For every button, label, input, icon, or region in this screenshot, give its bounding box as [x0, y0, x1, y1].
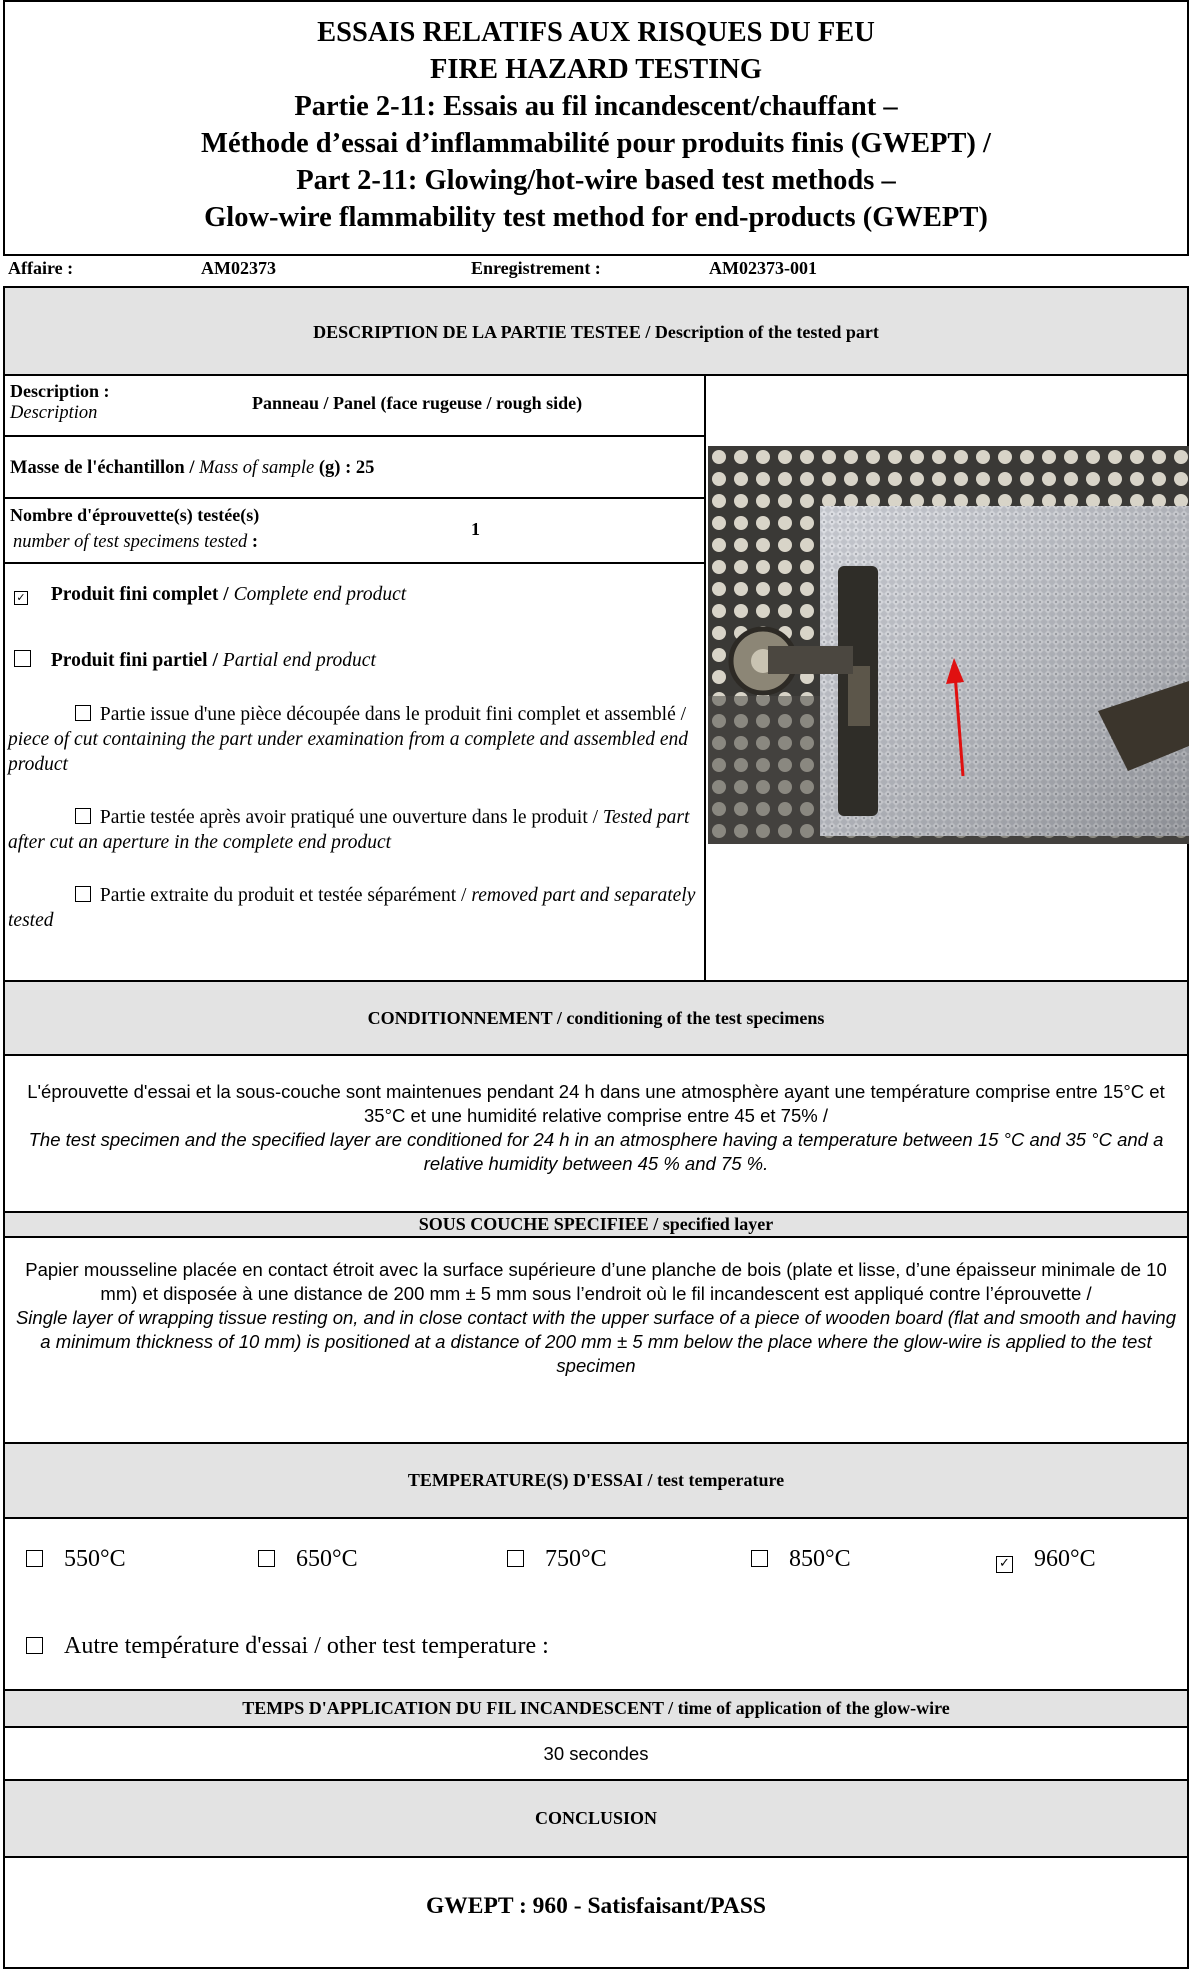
affaire-row	[8, 258, 1188, 286]
title-line-2: FIRE HAZARD TESTING	[429, 54, 763, 85]
description-value: Panneau / Panel (face rugeuse / rough side)	[252, 393, 583, 413]
temperature-options	[3, 1519, 1189, 1691]
temp-option-960[interactable]: ✓ 960°C	[996, 1546, 1096, 1573]
enregistrement-label: Enregistrement :	[471, 258, 601, 278]
temp-960-checkbox[interactable]: ✓	[996, 1556, 1013, 1573]
affaire-label: Affaire :	[8, 258, 74, 278]
description-label-en: Description	[10, 403, 98, 423]
mass-label-en: Mass of sample	[199, 458, 315, 478]
temp-option-650[interactable]: 650°C	[258, 1546, 358, 1573]
specimen-count-row	[3, 499, 706, 564]
enregistrement-value: AM02373-001	[709, 258, 817, 278]
temp-other-checkbox[interactable]	[26, 1637, 43, 1654]
application-header: TEMPS D'APPLICATION DU FIL INCANDESCENT / time of application of the glow-wire	[3, 1691, 1189, 1728]
description-row	[3, 375, 706, 437]
temp-850-checkbox[interactable]	[751, 1550, 768, 1567]
option-partial: Produit fini partiel / Partial end product	[14, 650, 376, 672]
title-line-3: Partie 2-11: Essais au fil incandescent/chauffant –	[294, 91, 898, 122]
test-specimen-photo	[708, 446, 1189, 844]
layer-text: Papier mousseline placée en contact étroit avec la surface supérieure d’une planche de bois (plate et lisse, d’une épaisseur minimale de 10 mm) et disposée à une distance de 200 mm ± 5 mm sous l’endroit où le fil incandescent est appliqué contre l’éprouvette / Single layer of wrapping tissue resting on, and in close contact with the upper surface of a piece of wooden board (flat and smooth and having a minimum thickness of 10 mm) is positioned at a distance of 200 mm ± 5 mm below the place where the glow-wire is applied to the test specimen	[3, 1238, 1189, 1444]
partial-checkbox[interactable]	[14, 650, 31, 667]
conditioning-header: CONDITIONNEMENT / conditioning of the test specimens	[3, 982, 1189, 1056]
count-label-en: number of test specimens tested :	[13, 532, 259, 552]
temp-option-750[interactable]: 750°C	[507, 1546, 607, 1573]
sub-option-2-checkbox[interactable]	[75, 808, 91, 824]
temp-650-checkbox[interactable]	[258, 1550, 275, 1567]
temperature-header: TEMPERATURE(S) D'ESSAI / test temperature	[3, 1444, 1189, 1519]
complete-checkbox[interactable]: ✓	[14, 591, 28, 605]
conditioning-text: L'éprouvette d'essai et la sous-couche sont maintenues pendant 24 h dans une atmosphère ayant une température comprise entre 15°C et 35°C et une humidité relative comprise entre 45 et 75% / The test specimen and the specified layer are conditioned for 24 h in an atmosphere having a temperature between 15 °C and 35 °C and a relative humidity between 45 % and 75 %.	[3, 1056, 1189, 1213]
temp-option-550[interactable]: 550°C	[26, 1546, 126, 1573]
mass-row: Masse de l'échantillon / Mass of sample (g) : 25	[3, 437, 706, 499]
temp-550-checkbox[interactable]	[26, 1550, 43, 1567]
mass-value: 25	[355, 458, 375, 478]
mass-label: Masse de l'échantillon	[10, 458, 185, 478]
title-block	[3, 0, 1189, 256]
title-line-6: Glow-wire flammability test method for end-products (GWEPT)	[204, 202, 988, 233]
temp-option-850[interactable]: 850°C	[751, 1546, 851, 1573]
count-label: Nombre d'éprouvette(s) testée(s)	[10, 505, 260, 525]
sub-option-2: Partie testée après avoir pratiqué une ouverture dans le produit / Tested part after cut an aperture in the complete end product	[8, 807, 690, 853]
temp-750-checkbox[interactable]	[507, 1550, 524, 1567]
temp-option-other[interactable]: Autre température d'essai / other test temperature :	[26, 1633, 549, 1660]
sub-option-1-checkbox[interactable]	[75, 705, 91, 721]
description-header: DESCRIPTION DE LA PARTIE TESTEE / Description of the tested part	[3, 286, 1189, 376]
description-label: Description :	[10, 381, 110, 401]
sub-option-1: Partie issue d'une pièce découpée dans le produit fini complet et assemblé / piece of cut containing the part under examination from a complete and assembled end product	[8, 704, 689, 775]
title-line-5: Part 2-11: Glowing/hot-wire based test methods –	[296, 165, 896, 196]
count-value: 1	[471, 519, 480, 539]
application-value: 30 secondes	[3, 1728, 1189, 1781]
conclusion-value: GWEPT : 960 - Satisfaisant/PASS	[3, 1858, 1189, 1969]
title-line-1: ESSAIS RELATIFS AUX RISQUES DU FEU	[317, 17, 875, 48]
affaire-value: AM02373	[201, 258, 276, 278]
conclusion-header: CONCLUSION	[3, 1781, 1189, 1858]
title-line-4: Méthode d’essai d’inflammabilité pour produits finis (GWEPT) /	[201, 128, 991, 159]
option-complete: ✓ Produit fini complet / Complete end product	[14, 584, 406, 606]
layer-header: SOUS COUCHE SPECIFIEE / specified layer	[3, 1213, 1189, 1238]
sub-option-3-checkbox[interactable]	[75, 886, 91, 902]
sub-option-3: Partie extraite du produit et testée séparément / removed part and separately tested	[8, 885, 696, 931]
photo-illustration	[708, 446, 1189, 844]
